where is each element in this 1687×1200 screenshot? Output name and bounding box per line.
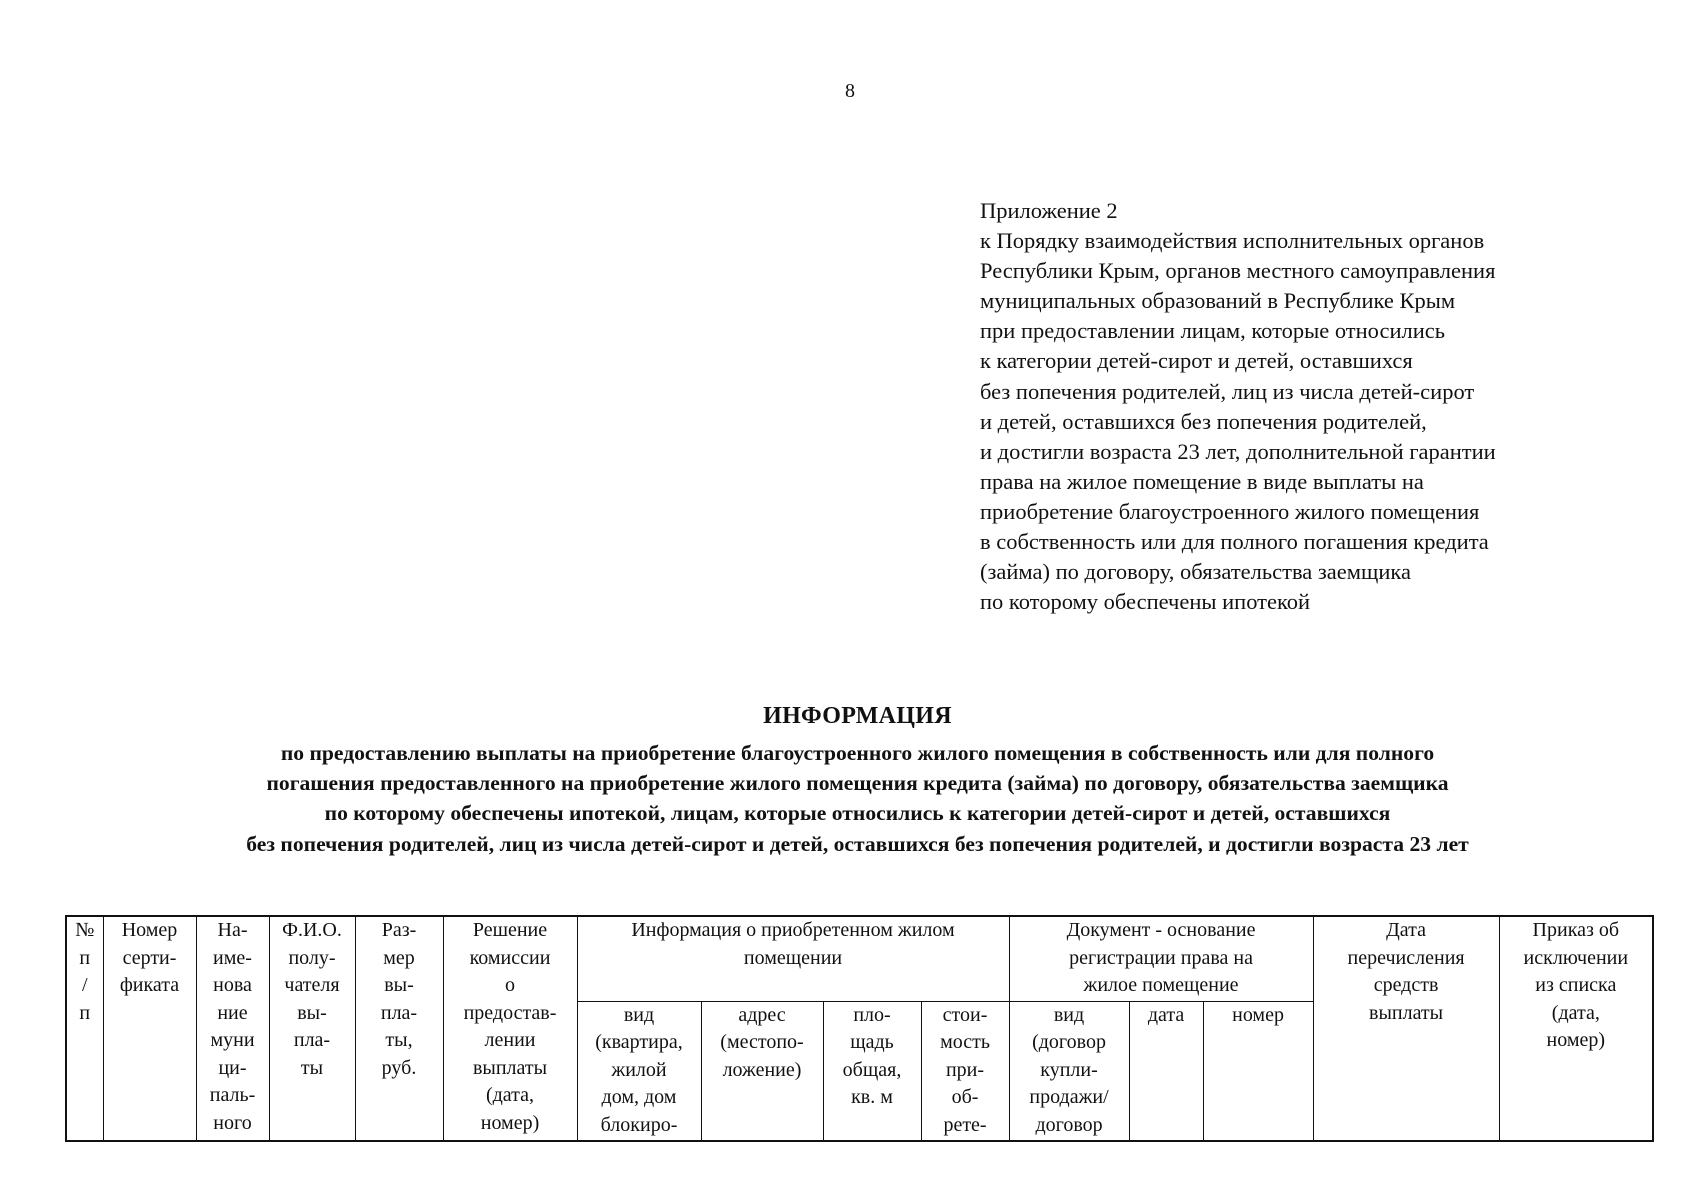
col-certificate-header [103, 916, 196, 1141]
document-subtitle [0, 738, 1687, 859]
header-text-line: (дата, [485, 1084, 535, 1106]
sub-document-type-header [1009, 1001, 1129, 1141]
header-text-line: серти- [122, 946, 177, 969]
header-text-line: полу- [288, 946, 336, 969]
header-text-line: вид [1053, 1003, 1085, 1026]
header-text-line: Ф.И.О. [282, 919, 342, 941]
header-text-line: кв. м [851, 1086, 893, 1108]
header-text-line: п [79, 946, 91, 969]
header-text-line: жилой [611, 1058, 667, 1081]
header-text-line: продажи/ [1029, 1086, 1109, 1108]
sub-document-date-header [1129, 1001, 1203, 1141]
sub-property-cost-header [921, 1001, 1009, 1141]
header-text-line: ты [300, 1056, 324, 1079]
col-number-header [66, 916, 103, 1141]
subtitle-line: погашения предоставленного на приобретение жилого помещения кредита (займа) по договору, обязательства заемщика [266, 771, 1449, 796]
header-text-line: Раз- [381, 919, 417, 941]
header-text-line: Решение [472, 919, 548, 941]
header-text-line: мость [940, 1031, 990, 1053]
col-amount-header [355, 916, 443, 1141]
header-text-line: Приказ об [1532, 919, 1620, 941]
header-text-line: предостав- [463, 1001, 557, 1024]
header-text-line: общая, [842, 1058, 902, 1081]
appendix-header [980, 196, 1620, 617]
header-text-line: адрес [738, 1003, 786, 1026]
appendix-line: и детей, оставшихся без попечения родителей, [980, 408, 1427, 434]
header-text-line: пла- [380, 1001, 418, 1024]
col-municipality-header [196, 916, 269, 1141]
header-text-line: ты, [385, 1029, 413, 1051]
header-text-line: жилое помещение [1083, 974, 1239, 996]
col-transfer-date-header [1313, 916, 1499, 1141]
appendix-line: по которому обеспечены ипотекой [980, 589, 1311, 615]
header-text-line: Документ - основание [1066, 919, 1256, 941]
header-text-line: помещении [743, 946, 843, 969]
sub-property-address-header [701, 1001, 823, 1141]
appendix-line: муниципальных образований в Республике Крым [980, 288, 1456, 314]
header-text-line: № [75, 919, 95, 941]
header-text-line: нова [213, 974, 252, 996]
header-text-line: пла- [293, 1029, 331, 1051]
information-table [65, 915, 1654, 1142]
header-text-line: номер) [480, 1111, 540, 1134]
header-text-line: средств [1373, 974, 1439, 996]
appendix-line: и достигли возраста 23 лет, дополнительной гарантии [980, 438, 1496, 464]
header-text-line: ние [217, 1001, 248, 1024]
sub-property-area-header [823, 1001, 921, 1141]
header-text-line: чателя [284, 974, 340, 996]
header-text-line: (местопо- [720, 1031, 804, 1053]
header-text-line: п [79, 1001, 91, 1024]
header-text-line: блокиро- [600, 1113, 678, 1136]
header-text-line: фиката [119, 974, 180, 996]
appendix-line: в собственность или для полного погашения кредита [980, 529, 1489, 555]
header-text-line: дата [1147, 1003, 1185, 1026]
header-text-line: щадь [850, 1031, 894, 1053]
header-text-line: рете- [943, 1113, 987, 1136]
header-text-line: регистрации права на [1069, 946, 1253, 969]
appendix-line: при предоставлении лицам, которые относились [980, 318, 1446, 344]
header-text-line: паль- [209, 1084, 256, 1106]
header-text-line: из списка [1535, 974, 1617, 996]
header-text-line: пло- [853, 1003, 891, 1026]
header-text-line: Информация о приобретенном жилом [631, 919, 955, 941]
header-text-line: Номер [121, 919, 178, 941]
header-text-line: исключении [1523, 946, 1629, 969]
col-exclusion-order-header [1499, 916, 1653, 1141]
header-text-line: мер [383, 946, 415, 969]
header-text-line: На- [217, 919, 248, 941]
header-text-line: выплаты [1369, 1001, 1444, 1024]
header-text-line: име- [213, 946, 252, 969]
col-recipient-name-header [269, 916, 355, 1141]
header-text-line: руб. [381, 1056, 417, 1079]
group-registration-document-header [1009, 916, 1313, 1001]
header-text-line: комиссии [469, 946, 551, 969]
header-text-line: лении [484, 1029, 536, 1051]
header-text-line: номер) [1546, 1029, 1606, 1051]
subtitle-line: без попечения родителей, лиц из числа детей-сирот и детей, оставшихся без попечения родителей, и достигли возраста 23 лет [246, 831, 1469, 856]
header-text-line: при- [945, 1058, 985, 1081]
header-text-line: о [505, 974, 515, 996]
appendix-line: Республики Крым, органов местного самоуправления [980, 258, 1496, 284]
header-text-line: договор [1035, 1113, 1103, 1136]
header-text-line: купли- [1040, 1058, 1098, 1081]
appendix-line: права на жилое помещение в виде выплаты на [980, 468, 1424, 494]
header-text-line: выплаты [472, 1056, 548, 1079]
header-text-line: стои- [942, 1003, 988, 1026]
header-text-line: / [81, 974, 88, 996]
header-text-line: (квартира, [595, 1031, 683, 1053]
header-text-line: перечисления [1347, 946, 1465, 969]
header-text-line: Дата [1386, 919, 1426, 941]
header-text-line: муни [210, 1029, 255, 1051]
document-title: ИНФОРМАЦИЯ [763, 703, 952, 729]
appendix-line: (займа) по договору, обязательства заемщика [980, 559, 1411, 585]
header-text-line: вы- [297, 1001, 327, 1024]
sub-document-number-header [1203, 1001, 1313, 1141]
header-text-line: номер [1232, 1003, 1284, 1026]
subtitle-line: по которому обеспечены ипотекой, лицам, которые относились к категории детей-сирот и детей, оставшихся [324, 801, 1391, 826]
page-number: 8 [845, 80, 855, 102]
header-text-line: дом, дом [601, 1086, 677, 1108]
appendix-line: Приложение 2 [980, 198, 1118, 223]
header-text-line: ложение) [722, 1058, 802, 1081]
group-property-info-header [577, 916, 1009, 1001]
appendix-line: без попечения родителей, лиц из числа детей-сирот [980, 378, 1475, 404]
header-text-line: (дата, [1551, 1001, 1600, 1024]
sub-property-type-header [577, 1001, 701, 1141]
header-text-line: вид [623, 1003, 655, 1026]
header-text-line: об- [951, 1086, 979, 1108]
subtitle-line: по предоставлению выплаты на приобретение благоустроенного жилого помещения в собственность или для полного [280, 741, 1435, 765]
col-decision-header [443, 916, 577, 1141]
appendix-line: к категории детей-сирот и детей, оставшихся [980, 348, 1413, 374]
appendix-line: к Порядку взаимодействия исполнительных органов [980, 228, 1485, 254]
header-text-line: ци- [218, 1056, 247, 1079]
appendix-line: приобретение благоустроенного жилого помещения [980, 498, 1480, 524]
header-text-line: ного [213, 1111, 252, 1134]
header-text-line: вы- [384, 974, 414, 996]
header-text-line: (договор [1032, 1031, 1106, 1053]
